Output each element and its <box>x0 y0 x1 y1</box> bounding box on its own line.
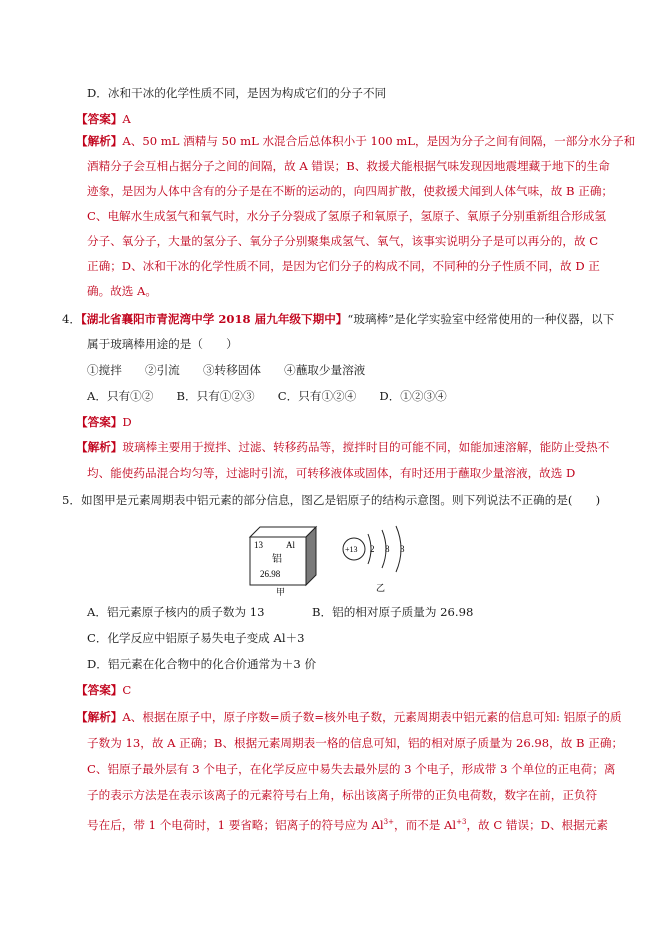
figure-label-a: 甲 <box>276 588 286 597</box>
q5-analysis-line <box>76 709 622 725</box>
shell-electron-count: 2 <box>370 544 375 554</box>
answer-value: A <box>122 112 131 126</box>
aluminum-figure-svg <box>248 525 418 597</box>
answer-value: D <box>122 415 132 429</box>
q3-analysis-line: 迹象，是因为人体中含有的分子是在不断的运动的，向四周扩散，使救援犬闻到人体气味，故 B 正确； <box>87 184 614 198</box>
q3-analysis-line: 正确；D、冰和干冰的化学性质不同，是因为它们分子的构成不同，不同种的分子性质不同，故 D 正 <box>87 259 600 273</box>
q3-analysis-line: 酒精分子会互相占据分子之间的间隔，故 A 错误；B、救援犬能根据气味发现因地震埋藏于地下的生命 <box>87 159 610 173</box>
shell-electron-count: 3 <box>400 544 405 554</box>
question-number: 4． <box>62 312 81 326</box>
q4-uses: ①搅拌 ②引流 ③转移固体 ④蘸取少量溶液 <box>87 363 366 377</box>
answer-tag: 【答案】 <box>76 683 123 697</box>
q4-stem-text: “玻璃棒”是化学实验室中经常使用的一种仪器，以下 <box>347 312 615 326</box>
q5-analysis-line: 子的表示方法是在表示该离子的元素符号右上角，标出该离子所带的正负电荷数，数字在前，正负符 <box>87 788 598 802</box>
atomic-number: 13 <box>254 540 263 550</box>
analysis-tag: 【解析】 <box>76 440 123 454</box>
wrong-superscript: +3 <box>456 818 467 826</box>
q5-option-a: A．铝元素原子核内的质子数为 13 <box>87 605 265 619</box>
analysis-text: 号在后，带 1 个电荷时，1 要省略；铝离子的符号应为 Al <box>87 818 384 832</box>
q5-analysis-line: C、铝原子最外层有 3 个电子，在化学反应中易失去最外层的 3 个电子，形成带 3 个单位的正电荷；离 <box>87 762 616 776</box>
nucleus-charge: +13 <box>345 545 358 554</box>
element-name: 铝 <box>272 554 282 565</box>
q3-option-d: D．冰和干冰的化学性质不同，是因为构成它们的分子不同 <box>87 86 387 100</box>
q3-analysis-line: 分子、氧分子，大量的氢分子、氧分子分别聚集成氢气、氧气，该事实说明分子是可以再分的，故 C <box>87 234 599 248</box>
q3-analysis-line: 确。故选 A。 <box>87 284 158 298</box>
analysis-tag: 【解析】 <box>76 134 123 148</box>
analysis-text: ，而不是 Al <box>393 818 457 832</box>
analysis-text: 玻璃棒主要用于搅拌、过滤、转移药品等，搅拌时目的可能不同，如能加速溶解，能防止受热不 <box>122 440 610 454</box>
analysis-text: A、50 mL 酒精与 50 mL 水混合后总体积小于 100 mL，是因为分子之间有间隔，一部分水分子和 <box>122 134 636 148</box>
analysis-text: ，故 C 错误；D、根据元素 <box>466 818 608 832</box>
aluminum-figure <box>248 525 418 597</box>
q5-answer <box>76 682 131 698</box>
q4-analysis-line <box>76 439 609 455</box>
q4-stem-line <box>62 311 614 327</box>
cell-side-face <box>306 527 316 585</box>
cell-top-face <box>250 527 316 537</box>
q4-analysis-line: 均、能使药品混合均匀等，过滤时引流，可转移液体或固体，有时还用于蘸取少量溶液，故选 D <box>87 466 576 480</box>
q5-analysis-line <box>87 814 608 833</box>
answer-value: C <box>122 683 132 697</box>
q5-option-b: B．铝的相对原子质量为 26.98 <box>312 605 474 619</box>
q5-stem: 5．如图甲是元素周期表中铝元素的部分信息，图乙是铝原子的结构示意图。则下列说法不正确的是( ) <box>62 493 601 507</box>
answer-tag: 【答案】 <box>76 112 123 126</box>
figure-label-b: 乙 <box>376 584 386 594</box>
atomic-mass: 26.98 <box>260 569 281 579</box>
source-tag: 【湖北省襄阳市青泥湾中学 2018 届九年级下期中】 <box>80 312 348 326</box>
analysis-tag: 【解析】 <box>76 710 123 724</box>
q5-analysis-line: 子数为 13，故 A 正确；B、根据元素周期表一格的信息可知，铝的相对原子质量为 26.98，故 B 正确； <box>87 736 624 750</box>
q3-answer <box>76 111 131 127</box>
q3-analysis-line <box>76 133 635 149</box>
shell-electron-count: 8 <box>385 544 390 554</box>
ion-superscript: 3+ <box>383 818 394 826</box>
analysis-text: A、根据在原子中，原子序数=质子数=核外电子数，元素周期表中铝元素的信息可知: 铝原子的质 <box>122 710 622 724</box>
q4-options: A．只有①② B．只有①②③ C．只有①②④ D．①②③④ <box>87 389 447 403</box>
q4-answer <box>76 414 132 430</box>
q5-option-d: D．铝元素在化合物中的化合价通常为＋3 价 <box>87 657 317 671</box>
q3-analysis-line: C、电解水生成氢气和氧气时，水分子分裂成了氢原子和氧原子，氢原子、氧原子分别重新组合形成氢 <box>87 209 606 223</box>
element-symbol: Al <box>286 540 295 550</box>
q4-stem-line: 属于玻璃棒用途的是（ ） <box>87 337 238 351</box>
q5-option-c: C．化学反应中铝原子易失电子变成 Al＋3 <box>87 631 305 645</box>
answer-tag: 【答案】 <box>76 415 123 429</box>
